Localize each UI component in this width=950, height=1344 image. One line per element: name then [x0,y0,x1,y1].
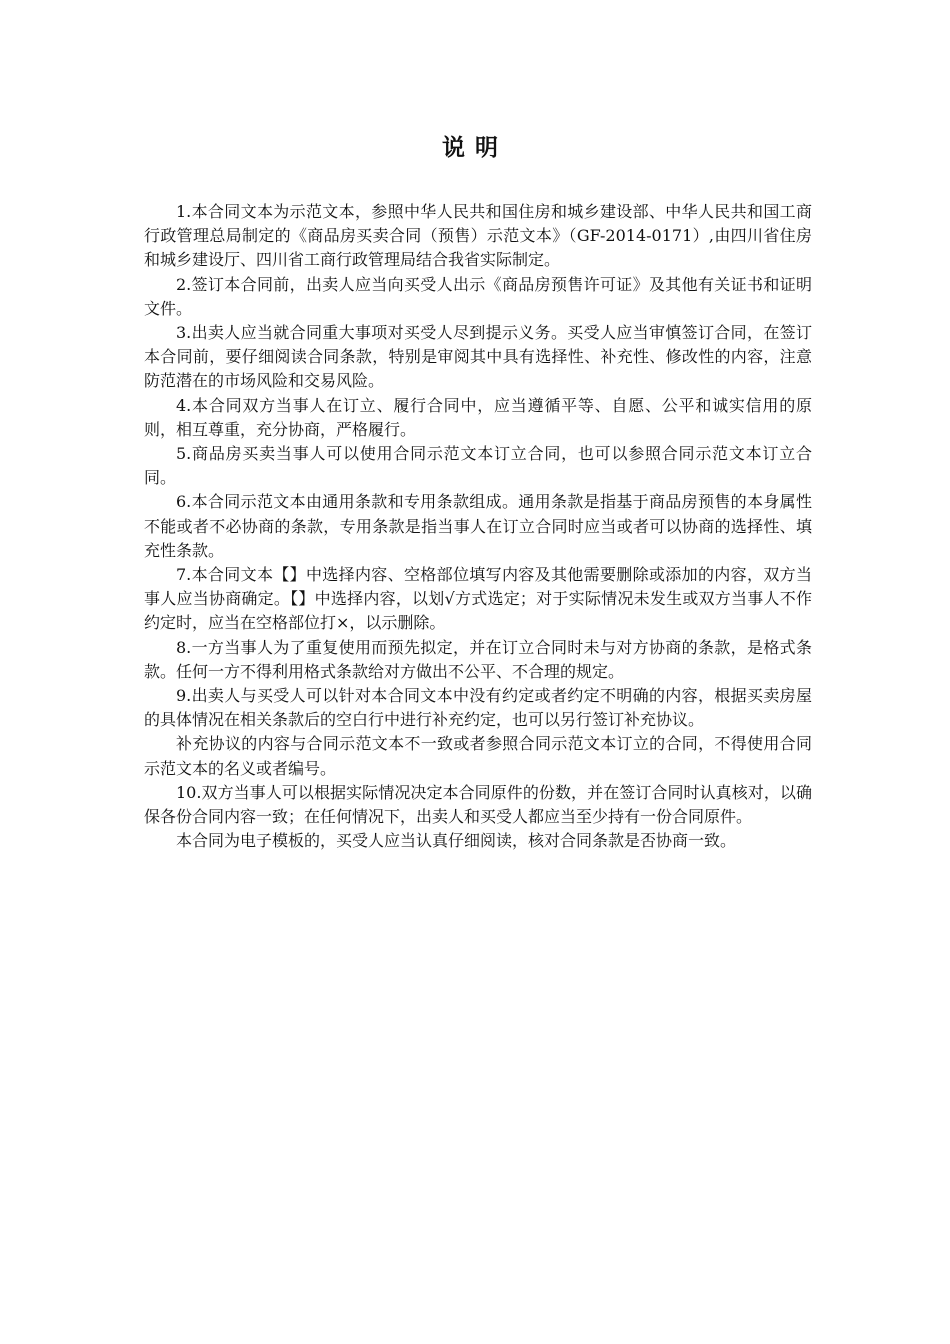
paragraph-7: 7.本合同文本【】中选择内容、空格部位填写内容及其他需要删除或添加的内容，双方当事人应当协商确定。【】中选择内容，以划√方式选定；对于实际情况未发生或双方当事人不作约定时，应当在空格部位打×，以示删除。 [144,565,812,633]
paragraph-1: 1.本合同文本为示范文本，参照中华人民共和国住房和城乡建设部、中华人民共和国工商行政管理总局制定的《商品房买卖合同（预售）示范文本》（GF-2014-0171）,由四川省住房和城乡建设厅、四川省工商行政管理局结合我省实际制定。 [144,202,812,270]
document-body [144,200,812,853]
paragraph-5: 5.商品房买卖当事人可以使用合同示范文本订立合同，也可以参照合同示范文本订立合同。 [144,444,812,488]
paragraph-closing: 本合同为电子模板的，买受人应当认真仔细阅读，核对合同条款是否协商一致。 [176,831,737,851]
page-title: 说明 [442,134,508,161]
paragraph-9-supplement: 补充协议的内容与合同示范文本不一致或者参照合同示范文本订立的合同，不得使用合同示范文本的名义或者编号。 [144,734,812,778]
paragraph-2: 2.签订本合同前，出卖人应当向买受人出示《商品房预售许可证》及其他有关证书和证明文件。 [144,274,812,318]
paragraph-4: 4.本合同双方当事人在订立、履行合同中，应当遵循平等、自愿、公平和诚实信用的原则，相互尊重，充分协商，严格履行。 [144,395,812,439]
paragraph-10: 10.双方当事人可以根据实际情况决定本合同原件的份数，并在签订合同时认真核对，以确保各份合同内容一致；在任何情况下，出卖人和买受人都应当至少持有一份合同原件。 [144,782,812,827]
paragraph-9: 9.出卖人与买受人可以针对本合同文本中没有约定或者约定不明确的内容，根据买卖房屋的具体情况在相关条款后的空白行中进行补充约定，也可以另行签订补充协议。 [144,686,812,730]
paragraph-6: 6.本合同示范文本由通用条款和专用条款组成。通用条款是指基于商品房预售的本身属性不能或者不必协商的条款，专用条款是指当事人在订立合同时应当或者可以协商的选择性、填充性条款。 [144,492,812,560]
paragraph-8: 8.一方当事人为了重复使用而预先拟定，并在订立合同时未与对方协商的条款，是格式条款。任何一方不得利用格式条款给对方做出不公平、不合理的规定。 [144,637,812,681]
paragraph-3: 3.出卖人应当就合同重大事项对买受人尽到提示义务。买受人应当审慎签订合同，在签订本合同前，要仔细阅读合同条款，特别是审阅其中具有选择性、补充性、修改性的内容，注意防范潜在的市场风险和交易风险。 [144,323,812,391]
